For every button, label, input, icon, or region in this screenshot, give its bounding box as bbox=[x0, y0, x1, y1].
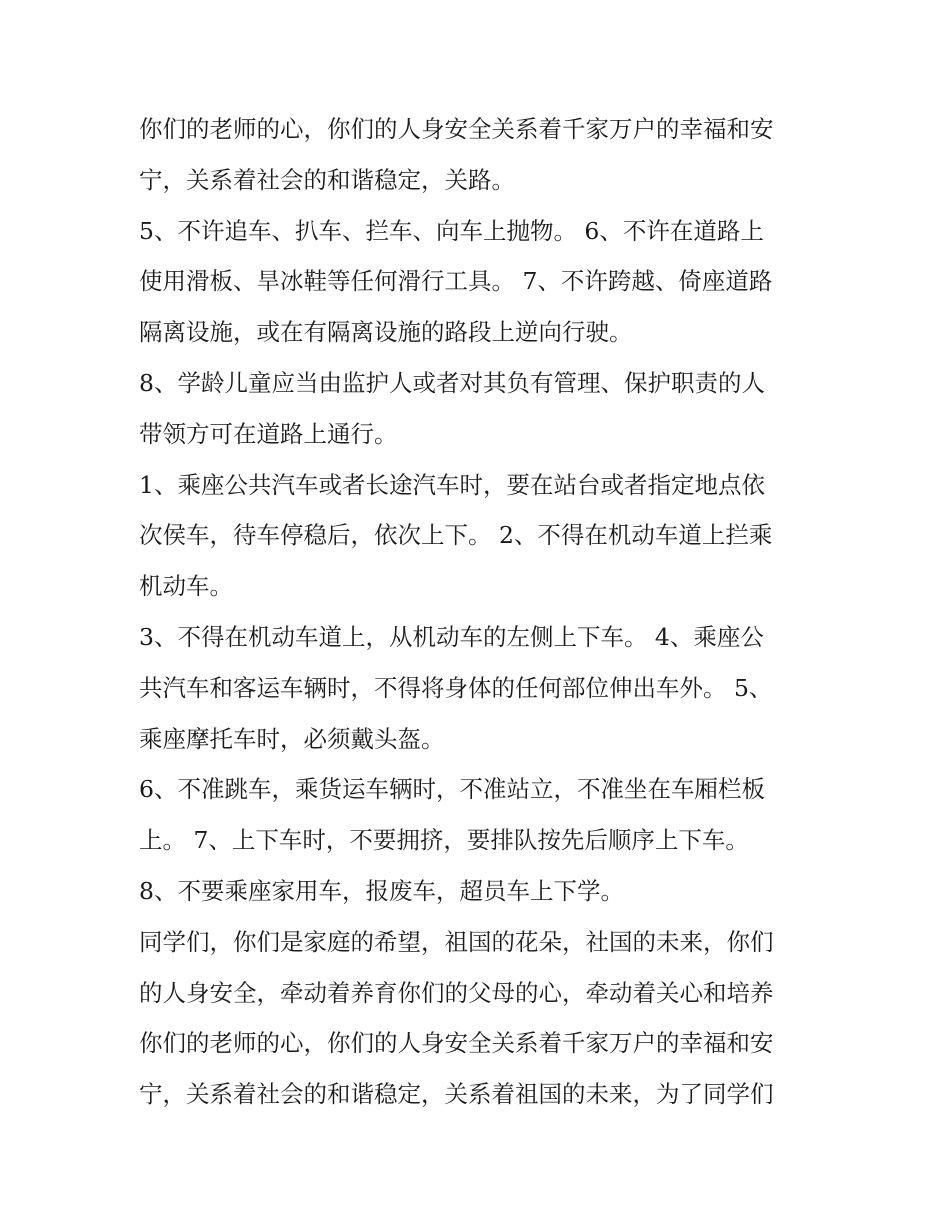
text-line: 宁，关系着社会的和谐稳定，关系着祖国的未来，为了同学们 bbox=[139, 1080, 774, 1109]
text-line: 机动车。 bbox=[139, 572, 233, 601]
text-line: 5、不许追车、扒车、拦车、向车上抛物。 6、不许在道路上 bbox=[139, 216, 764, 245]
text-line: 6、不准跳车，乘货运车辆时，不准站立，不准坐在车厢栏板 bbox=[139, 775, 765, 804]
text-line: 8、不要乘座家用车，报废车，超员车上下学。 bbox=[139, 876, 624, 905]
text-line: 使用滑板、旱冰鞋等任何滑行工具。 7、不许跨越、倚座道路 bbox=[139, 267, 773, 296]
text-line: 3、不得在机动车道上，从机动车的左侧上下车。 4、乘座公 bbox=[139, 622, 764, 651]
text-line: 共汽车和客运车辆时，不得将身体的任何部位伸出车外。 5、 bbox=[139, 673, 773, 702]
text-line: 同学们，你们是家庭的希望，祖国的花朵，社国的未来，你们 bbox=[139, 927, 774, 956]
document-body bbox=[139, 104, 819, 1120]
text-line: 1、乘座公共汽车或者长途汽车时，要在站台或者指定地点依 bbox=[139, 470, 765, 499]
text-line: 隔离设施，或在有隔离设施的路段上逆向行驶。 bbox=[139, 318, 633, 347]
text-line: 宁，关系着社会的和谐稳定，关路。 bbox=[139, 165, 515, 194]
text-line: 乘座摩托车时，必须戴头盔。 bbox=[139, 724, 445, 753]
text-line: 8、学龄儿童应当由监护人或者对其负有管理、保护职责的人 bbox=[139, 368, 765, 397]
text-line: 上。 7、上下车时，不要拥挤，要排队按先后顺序上下车。 bbox=[139, 826, 749, 855]
text-line: 你们的老师的心，你们的人身安全关系着千家万户的幸福和安 bbox=[139, 1029, 774, 1058]
text-line: 次侯车，待车停稳后，依次上下。 2、不得在机动车道上拦乘 bbox=[139, 521, 773, 550]
text-line: 的人身安全，牵动着养育你们的父母的心，牵动着关心和培养 bbox=[139, 978, 774, 1007]
text-line: 你们的老师的心，你们的人身安全关系着千家万户的幸福和安 bbox=[139, 115, 774, 143]
text-line: 带领方可在道路上通行。 bbox=[139, 419, 398, 448]
